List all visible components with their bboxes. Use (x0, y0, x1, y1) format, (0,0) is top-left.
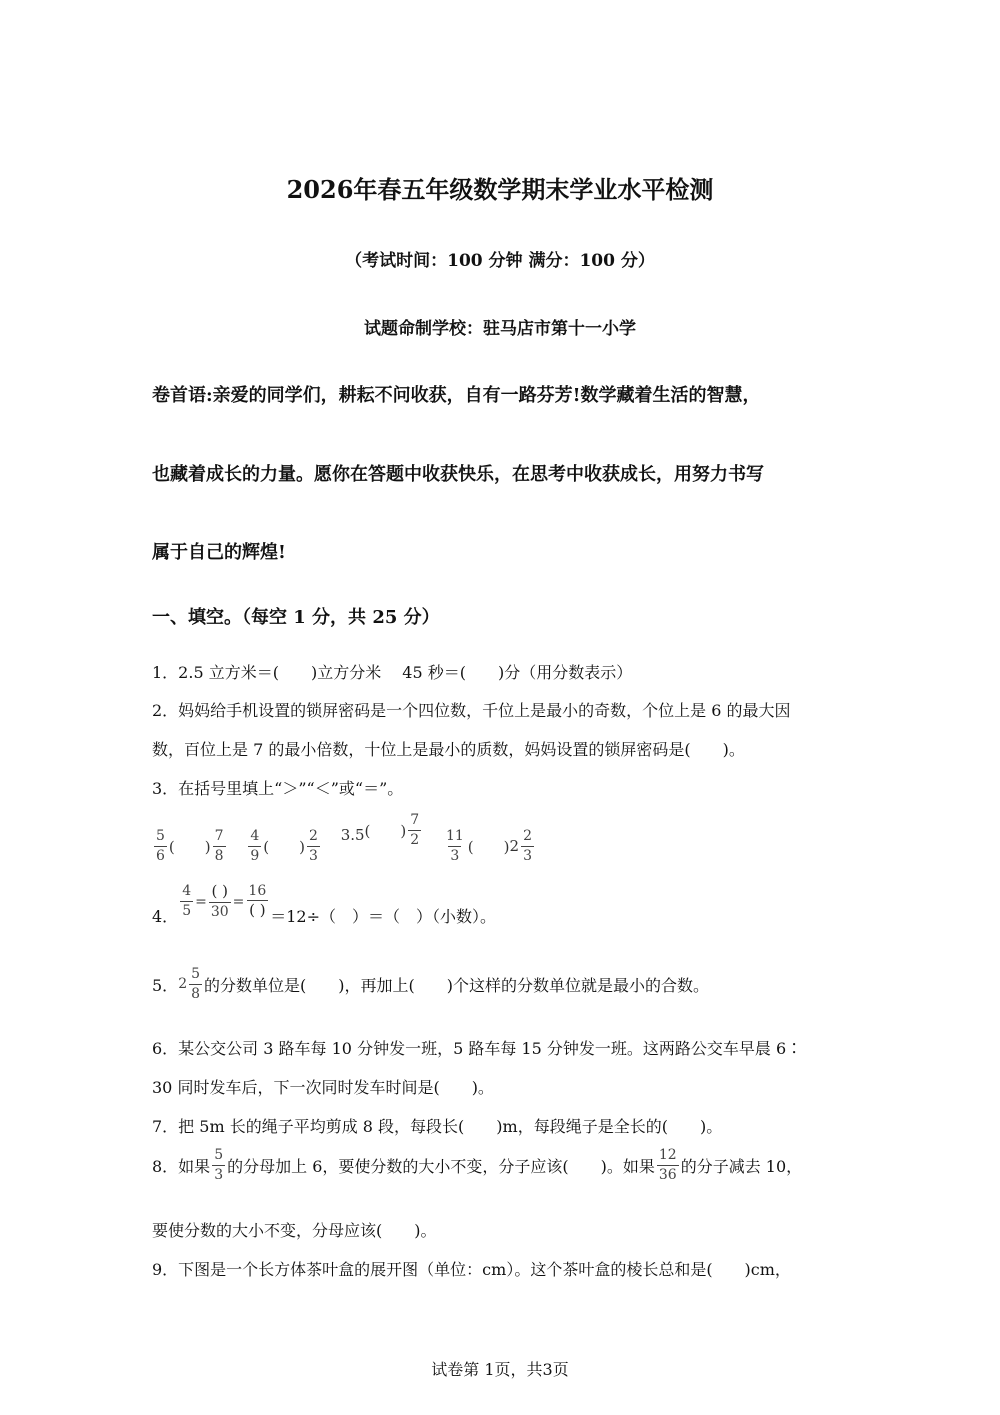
question-1: 1．2.5 立方米＝( )立方分米 45 秒＝( )分（用分数表示） (152, 663, 633, 682)
answer-blank[interactable]: ( ) (263, 837, 305, 856)
question-2-line-2: 数，百位上是 7 的最小倍数，十位上是最小的质数，妈妈设置的锁屏密码是( )。 (152, 740, 745, 759)
question-5-text: 的分数单位是( )，再加上( )个这样的分数单位就是最小的合数。 (204, 975, 710, 995)
equals-sign: = (232, 893, 245, 910)
fraction: $\frac{5}{3}$ (214, 1147, 224, 1183)
preface-line-2: 也藏着成长的力量。愿你在答题中收获快乐，在思考中收获成长，用努力书写 (152, 464, 764, 485)
question-5-label: 5． (152, 975, 179, 995)
question-4-label: 4． (152, 907, 179, 926)
fraction: $\frac{2}{3}$ (308, 828, 318, 864)
fraction: $\frac{2}{3}$ (523, 828, 532, 864)
question-6-line-1: 6．某公交公司 3 路车每 10 分钟发一班，5 路车每 15 分钟发一班。这两路公交车早晨 6∶ (152, 1039, 803, 1058)
comparison-a (152, 829, 228, 863)
question-3: 3．在括号里填上“＞”“＜”或“＝”。 (152, 779, 404, 798)
mixed-whole: 2 (509, 837, 520, 856)
question-8-text-end: 的分子减去 10， (680, 1156, 803, 1176)
question-3-comparisons (152, 813, 550, 864)
fraction: $\frac{4}{9}$ (250, 828, 260, 864)
comparison-c (341, 813, 424, 847)
fraction: $\frac{16}{( )}$ (248, 882, 267, 920)
question-8-line-2: 要使分数的大小不变，分母应该( )。 (152, 1221, 437, 1240)
answer-blank[interactable]: ( ) (467, 837, 510, 856)
fraction: $\frac{7}{2}$ (410, 812, 420, 848)
answer-blank[interactable]: ( ) (168, 837, 211, 856)
fraction: $\frac{12}{36}$ (658, 1147, 677, 1183)
decimal-value: 3.5 (340, 826, 365, 845)
section-1-heading: 一、填空。（每空 1 分，共 25 分） (152, 607, 440, 628)
fraction: $\frac{5}{8}$ (191, 966, 201, 1002)
fraction: $\frac{( )}{30}$ (210, 881, 229, 920)
question-8-text: 的分母加上 6，要使分数的大小不变，分子应该( )。如果 (227, 1156, 655, 1176)
answer-blank[interactable]: ( ) (364, 821, 407, 840)
question-8-line-1 (152, 1148, 802, 1182)
exam-info: （考试时间：100 分钟 满分：100 分） (345, 251, 655, 271)
comparison-d (442, 829, 536, 863)
question-7: 7．把 5m 长的绳子平均剪成 8 段，每段长( )m，每段绳子是全长的( )。 (152, 1117, 723, 1136)
question-6-line-2: 30 同时发车后，下一次同时发车时间是( )。 (152, 1078, 494, 1097)
question-4-text: ＝12÷（ ）＝（ ）（小数）。 (270, 907, 497, 926)
question-2-line-1: 2．妈妈给手机设置的锁屏密码是一个四位数，千位上是最小的奇数，个位上是 6 的最大因 (152, 701, 791, 720)
question-8-label: 8．如果 (152, 1156, 211, 1176)
comparison-b (246, 829, 322, 863)
preface-line-1: 卷首语:亲爱的同学们，耕耘不问收获，自有一路芬芳!数学藏着生活的智慧， (152, 385, 761, 406)
question-9: 9．下图是一个长方体茶叶盒的展开图（单位：cm）。这个茶叶盒的棱长总和是( )cm， (152, 1260, 791, 1279)
page-title: 2026年春五年级数学期末学业水平检测 (286, 175, 714, 204)
page-footer: 试卷第 1页，共3页 (431, 1360, 569, 1379)
fraction: $\frac{4}{5}$ (182, 883, 192, 919)
fraction: $\frac{11}{3}$ (445, 828, 464, 864)
mixed-whole: 2 (178, 976, 188, 993)
question-4 (152, 876, 496, 927)
equals-sign: = (195, 893, 207, 910)
school-name: 试题命制学校：驻马店市第十一小学 (364, 319, 636, 339)
preface-line-3: 属于自己的辉煌! (152, 542, 286, 563)
fraction: $\frac{7}{8}$ (214, 828, 224, 864)
question-5 (152, 967, 709, 1001)
fraction: $\frac{5}{6}$ (156, 828, 165, 864)
